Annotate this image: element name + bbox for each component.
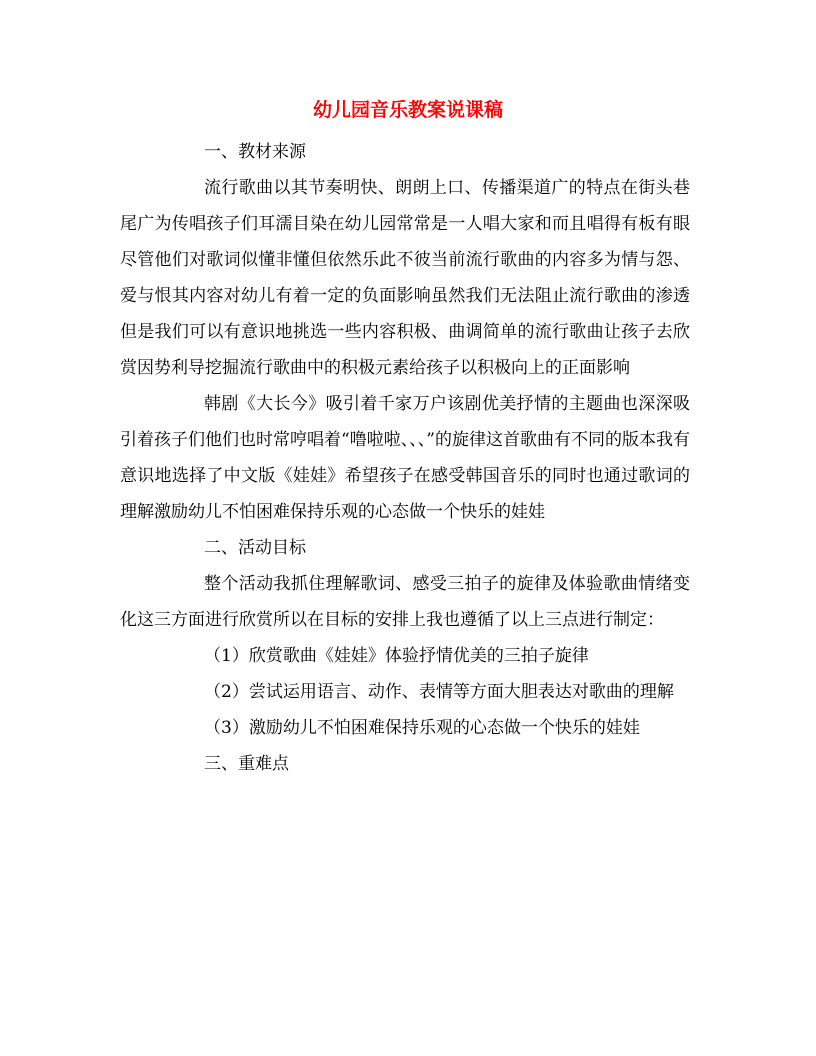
document-body bbox=[120, 134, 690, 782]
section-heading-goals: 二、活动目标 bbox=[204, 538, 306, 558]
goal-item-1: （1）欣赏歌曲《娃娃》体验抒情优美的三拍子旋律 bbox=[204, 646, 589, 666]
paragraph-source-2: 韩剧《大长今》吸引着千家万户该剧优美抒情的主题曲也深深吸引着孩子们他们也时常哼唱着“噜啦啦、、、”的旋律这首歌曲有不同的版本我有意识地选择了中文版《娃娃》希望孩子在感受韩国音乐的同时也通过歌词的理解激励幼儿不怕困难保持乐观的心态做一个快乐的娃娃 bbox=[120, 394, 690, 522]
goal-item-3: （3）激励幼儿不怕困难保持乐观的心态做一个快乐的娃娃 bbox=[204, 718, 640, 738]
goal-item-2: （2）尝试运用语言、动作、表情等方面大胆表达对歌曲的理解 bbox=[204, 682, 674, 702]
document-title: 幼儿园音乐教案说课稿 bbox=[312, 99, 503, 121]
paragraph-goals-intro: 整个活动我抓住理解歌词、感受三拍子的旋律及体验歌曲情绪变化这三方面进行欣赏所以在目标的安排上我也遵循了以上三点进行制定： bbox=[120, 574, 690, 630]
paragraph-source-1: 流行歌曲以其节奏明快、朗朗上口、传播渠道广的特点在街头巷尾广为传唱孩子们耳濡目染在幼儿园常常是一人唱大家和而且唱得有板有眼尽管他们对歌词似懂非懂但依然乐此不彼当前流行歌曲的内容多为情与怨、爱与恨其内容对幼儿有着一定的负面影响虽然我们无法阻止流行歌曲的渗透但是我们可以有意识地挑选一些内容积极、曲调简单的流行歌曲让孩子去欣赏因势利导挖掘流行歌曲中的积极元素给孩子以积极向上的正面影响 bbox=[120, 178, 690, 378]
section-heading-source: 一、教材来源 bbox=[204, 142, 306, 162]
section-heading-key-points: 三、重难点 bbox=[204, 754, 289, 774]
